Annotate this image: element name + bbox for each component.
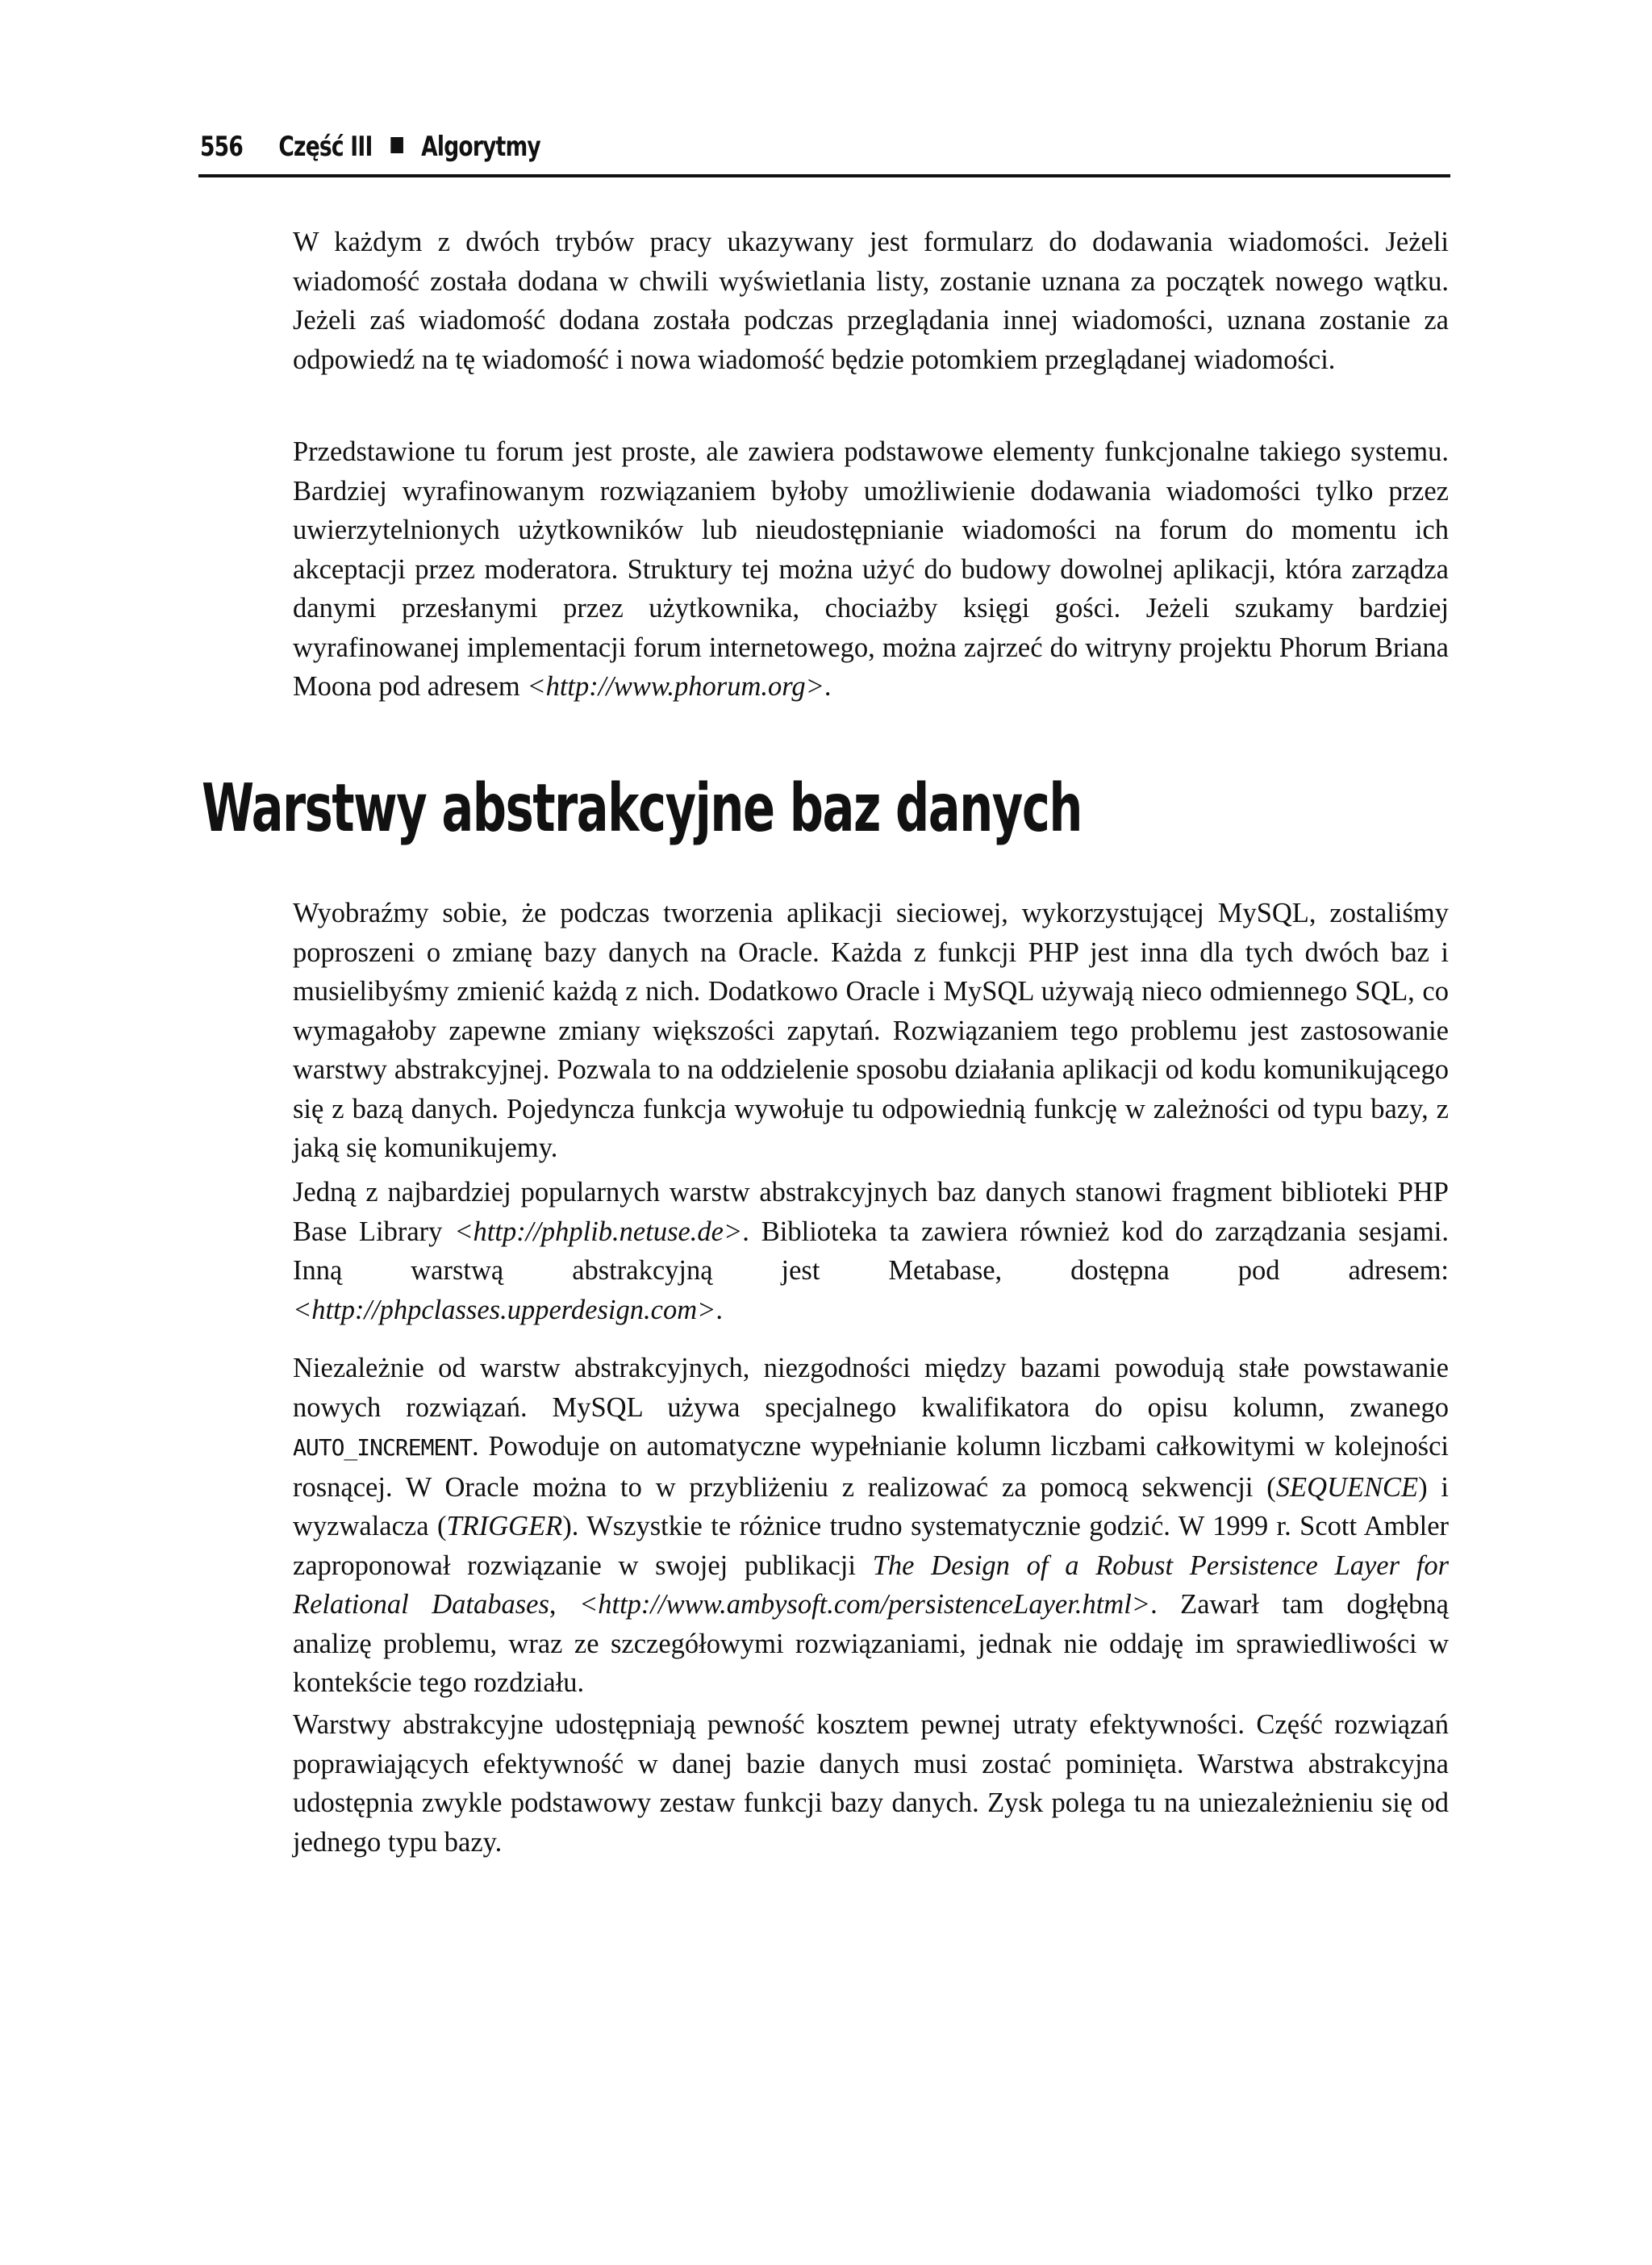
paragraph-3: Wyobraźmy sobie, że podczas tworzenia aplikacji sieciowej, wykorzystującej MySQL, zostaliśmy poproszeni o zmianę bazy danych na Oracle. Każda z funkcji PHP jest inna dla tych dwóch baz i musielibyśmy zmienić każdą z nich. Dodatkowo Oracle i MySQL używają nieco odmiennego SQL, co wymagałoby zapewne zmiany większości zapytań. Rozwiązaniem tego problemu jest zastosowanie warstwy abstrakcyjnej. Pozwala to na oddzielenie sposobu działania aplikacji od kodu komunikującego się z bazą danych. Pojedyncza funkcja wywołuje tu odpowiednią funkcję w zależności od typu bazy, z jaką się komunikujemy. xyxy=(293,898,1449,1163)
paragraph-5-text-3: ) i wyzwalacza ( xyxy=(293,1471,1449,1541)
paragraph-5-text-6: . Zawarł tam dogłębną analizę problemu, wraz ze szczegółowymi rozwiązaniami, jednak nie oddaję im sprawiedliwości w kontekście tego rozdziału. xyxy=(293,1589,1449,1698)
paragraph-2 xyxy=(293,432,1449,707)
running-head xyxy=(200,129,1175,171)
paragraph-4 xyxy=(293,1173,1449,1329)
paragraph-4-end: . xyxy=(715,1294,724,1325)
paragraph-1: W każdym z dwóch trybów pracy ukazywany jest formularz do dodawania wiadomości. Jeżeli wiadomość została dodana w chwili wyświetlania listy, zostanie uznana za początek nowego wątku. Jeżeli zaś wiadomość dodana została podczas przeglądania innej wiadomości, uznana zostanie za odpowiedź na tę wiadomość i nowa wiadomość będzie potomkiem przeglądanej wiadomości. xyxy=(293,227,1449,375)
ambysoft-url: <http://www.ambysoft.com/persistenceLayer.html> xyxy=(578,1589,1151,1620)
paragraph-5-text-2: . Powoduje on automatyczne wypełnianie kolumn liczbami całkowitymi w kolejności rosnącej. W Oracle można to w przybliżeniu z realizować za pomocą sekwencji ( xyxy=(293,1431,1449,1503)
paragraph-5-text-4: ). Wszystkie te różnice trudno systematycznie godzić. W 1999 r. Scott Ambler zaproponował rozwiązanie w swojej publikacji xyxy=(293,1511,1450,1581)
paragraph-2-end: . xyxy=(824,671,832,702)
paragraph-2-text: Przedstawione tu forum jest proste, ale zawiera podstawowe elementy funkcjonalne takiego systemu. Bardziej wyrafinowanym rozwiązaniem byłoby umożliwienie dodawania wiadomości tylko przez uwierzytelnionych użytkowników lub nieudostępnianie wiadomości na forum do momentu ich akceptacji przez moderatora. Struktury tej można użyć do budowy dowolnej aplikacji, która zarządza danymi przesłanymi przez użytkownika, chociażby księgi gości. Jeżeli szukamy bardziej wyrafinowanej implementacji forum internetowego, można zajrzeć do witryny projektu Phorum Briana Moona pod adresem xyxy=(293,436,1449,702)
part-label: Część III xyxy=(278,130,373,163)
trigger-term: TRIGGER xyxy=(446,1511,563,1541)
paragraph-5 xyxy=(293,1349,1449,1703)
publication-title: The Design of a Robust Persistence Layer for Relational Databases xyxy=(293,1550,1449,1620)
phplib-url: <http://phplib.netuse.de> xyxy=(454,1216,743,1247)
paragraph-4-text-1: Jedną z najbardziej popularnych warstw abstrakcyjnych baz danych stanowi fragment biblioteki PHP Base Library xyxy=(293,1177,1449,1247)
paragraph-4-text-2: . Biblioteka ta zawiera również kod do zarządzania sesjami. Inną warstwą abstrakcyjną jest Metabase, dostępna pod adresem: xyxy=(293,1216,1449,1286)
paragraph-5-text-5: , xyxy=(549,1589,579,1620)
header-rule xyxy=(198,174,1450,177)
auto-increment-code: AUTO_INCREMENT xyxy=(293,1434,473,1461)
chapter-label: Algorytmy xyxy=(421,130,540,163)
phpclasses-url: <http://phpclasses.upperdesign.com> xyxy=(293,1294,716,1325)
page-number: 556 xyxy=(200,130,244,163)
sequence-term: SEQUENCE xyxy=(1275,1471,1419,1503)
section-heading: Warstwy abstrakcyjne baz danych xyxy=(202,770,1082,847)
phorum-url: <http://www.phorum.org> xyxy=(527,671,824,702)
paragraph-5-text-1: Niezależnie od warstw abstrakcyjnych, niezgodności między bazami powodują stałe powstawanie nowych rozwiązań. MySQL używa specjalnego kwalifikatora do opisu kolumn, zwanego xyxy=(293,1353,1449,1423)
paragraph-6: Warstwy abstrakcyjne udostępniają pewność kosztem pewnej utraty efektywności. Część rozwiązań poprawiających efektywność w danej bazie danych musi zostać pominięta. Warstwa abstrakcyjna udostępnia zwykle podstawowy zestaw funkcji bazy danych. Zysk polega tu na uniezależnieniu się od jednego typu bazy. xyxy=(293,1709,1449,1858)
square-bullet-icon xyxy=(390,137,403,153)
